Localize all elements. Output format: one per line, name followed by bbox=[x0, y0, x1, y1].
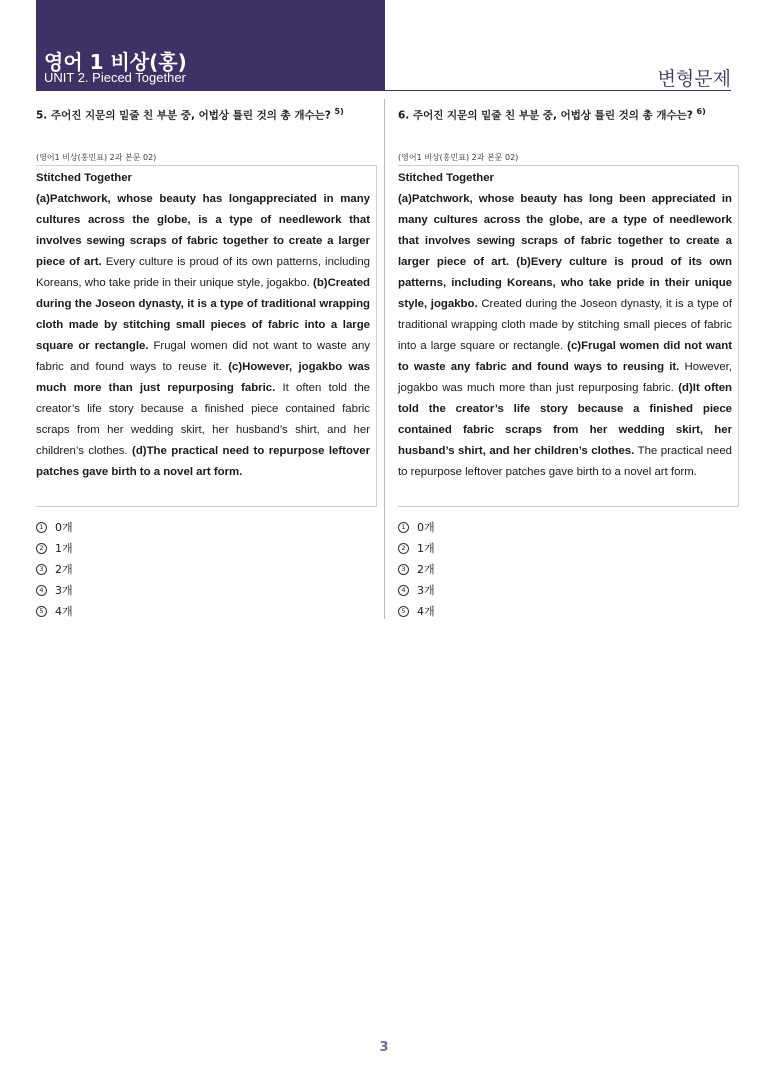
option-number-circle: 2 bbox=[398, 543, 409, 554]
answer-option[interactable] bbox=[398, 517, 739, 538]
option-label: 2개 bbox=[55, 562, 73, 576]
passage-text bbox=[398, 189, 732, 483]
underlined-segment: (d)The practical need to repurpose leftover patches gave birth to a novel art form. bbox=[36, 444, 371, 478]
passage-segment: However, jogakbo was much more than just repurposing fabric. bbox=[398, 360, 732, 394]
footnote-marker: 6) bbox=[696, 107, 706, 116]
option-label: 1개 bbox=[55, 541, 73, 555]
option-number-circle: 3 bbox=[398, 564, 409, 575]
answer-option[interactable] bbox=[36, 580, 377, 601]
passage-segment: It often told the creator’s life story because a finished piece contained fabric scraps from her wedding skirt, her husband’s shirt, and her children’s clothes. bbox=[36, 381, 370, 457]
question-prompt: 6. 주어진 지문의 밑줄 친 부분 중, 어법상 틀린 것의 총 개수는? $^{6)}$ bbox=[398, 107, 706, 122]
passage-title: Stitched Together bbox=[398, 171, 494, 184]
footnote-marker: 5) bbox=[334, 107, 344, 116]
book-title: 영어 1 비상(홍) bbox=[44, 50, 187, 74]
page-number: 3 bbox=[379, 1040, 389, 1055]
passage-segment: Every culture is proud of its own patterns, including Koreans, who take pride in their unique style, jogakbo. bbox=[36, 255, 371, 289]
option-number-circle: 1 bbox=[36, 522, 47, 533]
passage-source: (영어1 비상(홍민표) 2과 본문 02) bbox=[398, 152, 519, 162]
question-5 bbox=[36, 104, 377, 622]
answer-option[interactable] bbox=[36, 601, 377, 622]
underlined-segment: (b)Created during the Joseon dynasty, it is a type of traditional wrapping cloth made by stitching small pieces of fabric into a large square or rectangle. bbox=[36, 276, 370, 352]
option-label: 2개 bbox=[417, 562, 435, 576]
answer-option[interactable] bbox=[398, 580, 739, 601]
option-label: 0개 bbox=[417, 520, 435, 534]
underlined-segment: (a)Patchwork, whose beauty has longappreciated in many cultures across the globe, is a type of needlework that involves sewing scraps of fabric together to create a larger piece of art. bbox=[36, 192, 370, 268]
option-label: 0개 bbox=[55, 520, 73, 534]
question-6 bbox=[398, 104, 739, 622]
passage-box bbox=[398, 165, 739, 507]
option-number-circle: 4 bbox=[36, 585, 47, 596]
answer-option[interactable] bbox=[36, 559, 377, 580]
passage-text bbox=[36, 189, 370, 483]
answer-option[interactable] bbox=[398, 538, 739, 559]
passage-segment: Frugal women did not want to waste any fabric and found ways to reuse it. bbox=[36, 339, 370, 373]
answer-option[interactable] bbox=[398, 601, 739, 622]
option-label: 4개 bbox=[55, 604, 73, 618]
option-label: 1개 bbox=[417, 541, 435, 555]
underlined-segment: (a)Patchwork, whose beauty has long been appreciated in many cultures across the globe, are a type of needlework that involves sewing scraps of fabric together to create a larger piece of art. (b)Every culture is proud of its own patterns, including Koreans, who take pride in their unique style, jogakbo. bbox=[398, 192, 732, 310]
passage-segment: The practical need to repurpose leftover patches gave birth to a novel art form. bbox=[398, 444, 733, 478]
underlined-segment: (d)It often told the creator’s life story because a finished piece contained fabric scraps from her wedding skirt, her husband’s shirt, and her children’s clothes. bbox=[398, 381, 732, 457]
option-label: 3개 bbox=[417, 583, 435, 597]
option-number-circle: 3 bbox=[36, 564, 47, 575]
question-prompt: 5. 주어진 지문의 밑줄 친 부분 중, 어법상 틀린 것의 총 개수는? $^{5)}$ bbox=[36, 107, 344, 122]
underlined-segment: (c)Frugal women did not want to waste any fabric and found ways to reusing it. bbox=[398, 339, 732, 373]
passage-title: Stitched Together bbox=[36, 171, 132, 184]
passage-source: (영어1 비상(홍민표) 2과 본문 02) bbox=[36, 152, 157, 162]
worksheet-type-label: 변형문제 bbox=[657, 68, 731, 90]
option-label: 4개 bbox=[417, 604, 435, 618]
passage-box bbox=[36, 165, 377, 507]
answer-options bbox=[398, 517, 739, 622]
option-label: 3개 bbox=[55, 583, 73, 597]
option-number-circle: 5 bbox=[36, 606, 47, 617]
unit-title: UNIT 2. Pieced Together bbox=[44, 70, 186, 85]
answer-option[interactable] bbox=[36, 517, 377, 538]
option-number-circle: 4 bbox=[398, 585, 409, 596]
option-number-circle: 2 bbox=[36, 543, 47, 554]
answer-option[interactable] bbox=[398, 559, 739, 580]
header-rule bbox=[385, 90, 731, 91]
option-number-circle: 5 bbox=[398, 606, 409, 617]
passage-segment: Created during the Joseon dynasty, it is a type of traditional wrapping cloth made by stitching small pieces of fabric into a large square or rectangle. bbox=[398, 297, 732, 352]
answer-options bbox=[36, 517, 377, 622]
underlined-segment: (c)However, jogakbo was much more than just repurposing fabric. bbox=[36, 360, 370, 394]
option-number-circle: 1 bbox=[398, 522, 409, 533]
answer-option[interactable] bbox=[36, 538, 377, 559]
column-divider bbox=[384, 99, 385, 619]
